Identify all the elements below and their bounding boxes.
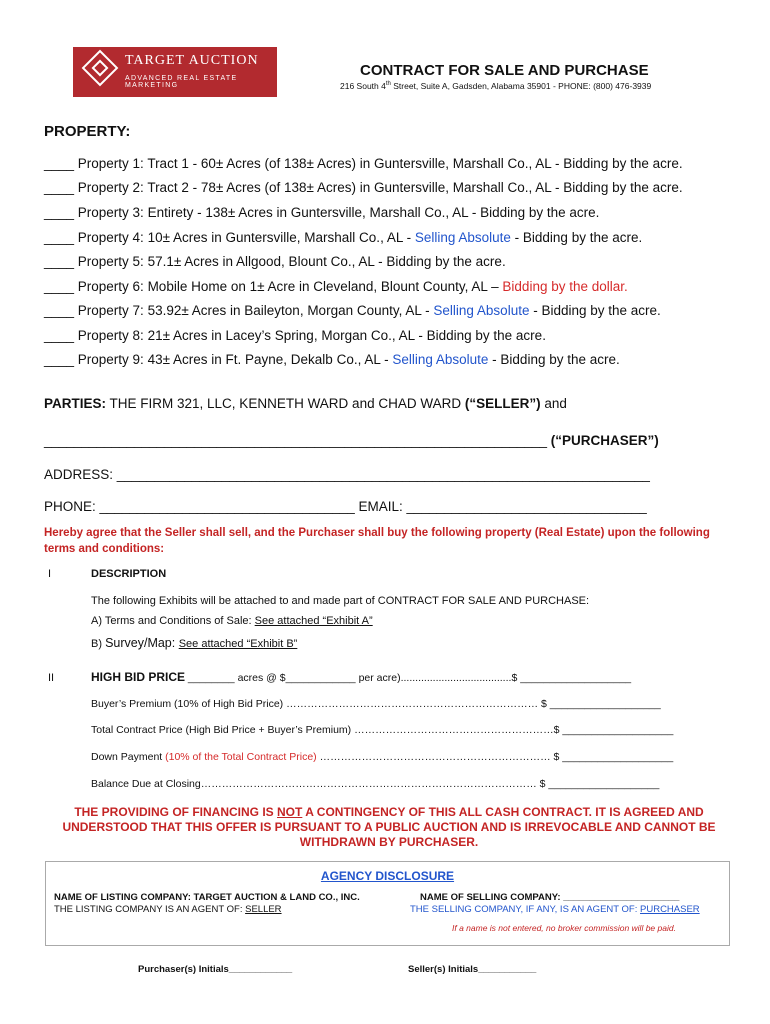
- property-text: ____ Property 2: Tract 2 - 78± Acres (of 138± Acres) in Guntersville, Marshall Co., AL - Bidding by the acre.: [44, 180, 683, 195]
- logo-name: TARGET AUCTION: [125, 53, 259, 68]
- address-field[interactable]: ADDRESS: _______________________________________________________________________: [44, 467, 650, 482]
- listing-agent-label: THE LISTING COMPANY IS AN AGENT OF:: [54, 904, 246, 915]
- exhibit-b-link[interactable]: See attached “Exhibit B”: [178, 638, 298, 650]
- parties-label: PARTIES:: [44, 396, 107, 411]
- description-heading: DESCRIPTION: [91, 568, 167, 580]
- warning-text: THE PROVIDING OF FINANCING IS: [74, 805, 277, 819]
- selling-absolute-label: Selling Absolute: [414, 230, 511, 245]
- high-bid-blanks[interactable]: ________ acres @ $____________ per acre)......................................$ ___________________: [185, 672, 632, 684]
- balance-due-line[interactable]: Balance Due at Closing…………………………………………………………………………………… $ ___________________: [91, 778, 660, 790]
- property-item-1[interactable]: [44, 156, 683, 171]
- property-text: - Bidding by the acre.: [529, 303, 661, 318]
- warning-text: A CONTINGENCY OF THIS ALL CASH CONTRACT. IT IS AGREED AND UNDERSTOOD THAT THIS OFFER IS PURSUANT TO A PUBLIC AUCTION AND IS IRREVOCABLE AND CANNOT BE WITHDRAWN BY PURCHASER.: [62, 805, 716, 849]
- purchaser-label: (“PURCHASER”): [550, 433, 659, 448]
- company-logo: [73, 47, 277, 97]
- section-number-2: II: [48, 672, 55, 684]
- high-bid-line[interactable]: [91, 670, 631, 684]
- warning-not: NOT: [277, 805, 303, 819]
- agreement-statement: Hereby agree that the Seller shall sell, and the Purchaser shall buy the following property (Real Estate) upon the following terms and conditions:: [44, 527, 710, 555]
- property-text: ____ Property 6: Mobile Home on 1± Acre in Cleveland, Blount County, AL –: [44, 279, 503, 294]
- selling-absolute-label: Selling Absolute: [392, 352, 489, 367]
- exhibit-a-link[interactable]: See attached “Exhibit A”: [254, 615, 373, 627]
- property-item-5[interactable]: [44, 254, 506, 269]
- property-heading: PROPERTY:: [44, 123, 131, 140]
- property-text: ____ Property 7: 53.92± Acres in Baileyton, Morgan County, AL -: [44, 303, 434, 318]
- down-payment-line[interactable]: [91, 751, 673, 763]
- selling-company-name[interactable]: NAME OF SELLING COMPANY: ______________________: [420, 892, 680, 903]
- logo-tagline: ADVANCED REAL ESTATE MARKETING: [125, 75, 238, 89]
- purchaser-blank[interactable]: ___________________________________________________________________: [44, 433, 551, 448]
- exhibits-intro: The following Exhibits will be attached to and made part of CONTRACT FOR SALE AND PURCHASE:: [91, 595, 590, 607]
- total-contract-line[interactable]: Total Contract Price (High Bid Price + Buyer’s Premium) …………………………………………………$ ___________________: [91, 724, 674, 736]
- selling-agent-label: THE SELLING COMPANY, IF ANY, IS AN AGENT OF:: [410, 904, 641, 915]
- diamond-logo-icon: [82, 50, 119, 87]
- purchaser-initials[interactable]: Purchaser(s) Initials____________: [138, 964, 293, 975]
- selling-absolute-label: Selling Absolute: [433, 303, 530, 318]
- parties-line: [44, 396, 567, 411]
- purchaser-field[interactable]: [44, 433, 659, 448]
- property-item-6[interactable]: [44, 279, 628, 294]
- selling-company-agent: [410, 904, 700, 915]
- address-sup: th: [385, 81, 391, 88]
- broker-commission-note: If a name is not entered, no broker commission will be paid.: [452, 923, 676, 933]
- phone-email-field[interactable]: PHONE: __________________________________ EMAIL: ________________________________: [44, 499, 647, 514]
- down-payment-note: (10% of the Total Contract Price): [165, 751, 317, 763]
- property-text: - Bidding by the acre.: [510, 230, 643, 245]
- exhibit-a-label: A) Terms and Conditions of Sale:: [91, 615, 255, 627]
- property-text: ____ Property 3: Entirety - 138± Acres in Guntersville, Marshall Co., AL - Bidding by the acre.: [44, 205, 600, 220]
- property-text: ____ Property 9: 43± Acres in Ft. Payne, Dekalb Co., AL -: [44, 352, 393, 367]
- exhibit-a-line: [91, 615, 373, 627]
- exhibit-b-line: [91, 636, 297, 650]
- financing-warning: [44, 805, 734, 850]
- down-payment-blank[interactable]: ………………………………………………………… $ ___________________: [316, 751, 674, 763]
- property-item-3[interactable]: [44, 205, 599, 220]
- down-payment-label: Down Payment: [91, 751, 166, 763]
- agency-disclosure-title: AGENCY DISCLOSURE: [320, 869, 455, 883]
- seller-initials[interactable]: Seller(s) Initials___________: [408, 964, 537, 975]
- listing-agent-value: SELLER: [245, 904, 282, 915]
- property-text: ____ Property 5: 57.1± Acres in Allgood, Blount Co., AL - Bidding by the acre.: [44, 254, 506, 269]
- seller-label: (“SELLER”): [464, 396, 541, 411]
- property-text: ____ Property 4: 10± Acres in Guntersville, Marshall Co., AL -: [44, 230, 415, 245]
- parties-and: and: [540, 396, 567, 411]
- address-rest: Street, Suite A, Gadsden, Alabama 35901 - PHONE: (800) 476-3939: [390, 81, 652, 91]
- property-text: - Bidding by the acre.: [488, 352, 620, 367]
- property-item-7[interactable]: [44, 303, 661, 318]
- section-number-1: I: [48, 568, 52, 580]
- selling-agent-value: PURCHASER: [640, 904, 700, 915]
- property-item-9[interactable]: [44, 352, 620, 367]
- property-item-8[interactable]: [44, 328, 546, 343]
- property-item-2[interactable]: [44, 180, 683, 195]
- agency-disclosure-box: [45, 861, 730, 946]
- bidding-dollar-label: Bidding by the dollar.: [502, 279, 628, 294]
- listing-company-agent: [54, 904, 282, 915]
- contract-title: CONTRACT FOR SALE AND PURCHASE: [360, 62, 649, 79]
- buyers-premium-line[interactable]: Buyer’s Premium (10% of High Bid Price) ……………………………………………………………… $ ___________________: [91, 698, 661, 710]
- property-item-4[interactable]: [44, 230, 642, 245]
- parties-text: THE FIRM 321, LLC, KENNETH WARD and CHAD WARD: [106, 396, 465, 411]
- address-part: 216 South 4: [340, 81, 386, 91]
- high-bid-label: HIGH BID PRICE: [91, 670, 186, 684]
- property-text: ____ Property 1: Tract 1 - 60± Acres (of 138± Acres) in Guntersville, Marshall Co., AL - Bidding by the acre.: [44, 156, 683, 171]
- listing-company-name: NAME OF LISTING COMPANY: TARGET AUCTION & LAND CO., INC.: [54, 892, 360, 903]
- exhibit-b-title: Survey/Map:: [105, 636, 179, 650]
- property-text: ____ Property 8: 21± Acres in Lacey’s Spring, Morgan Co., AL - Bidding by the acre.: [44, 328, 546, 343]
- exhibit-b-label: B): [91, 638, 106, 650]
- company-address: [340, 81, 651, 91]
